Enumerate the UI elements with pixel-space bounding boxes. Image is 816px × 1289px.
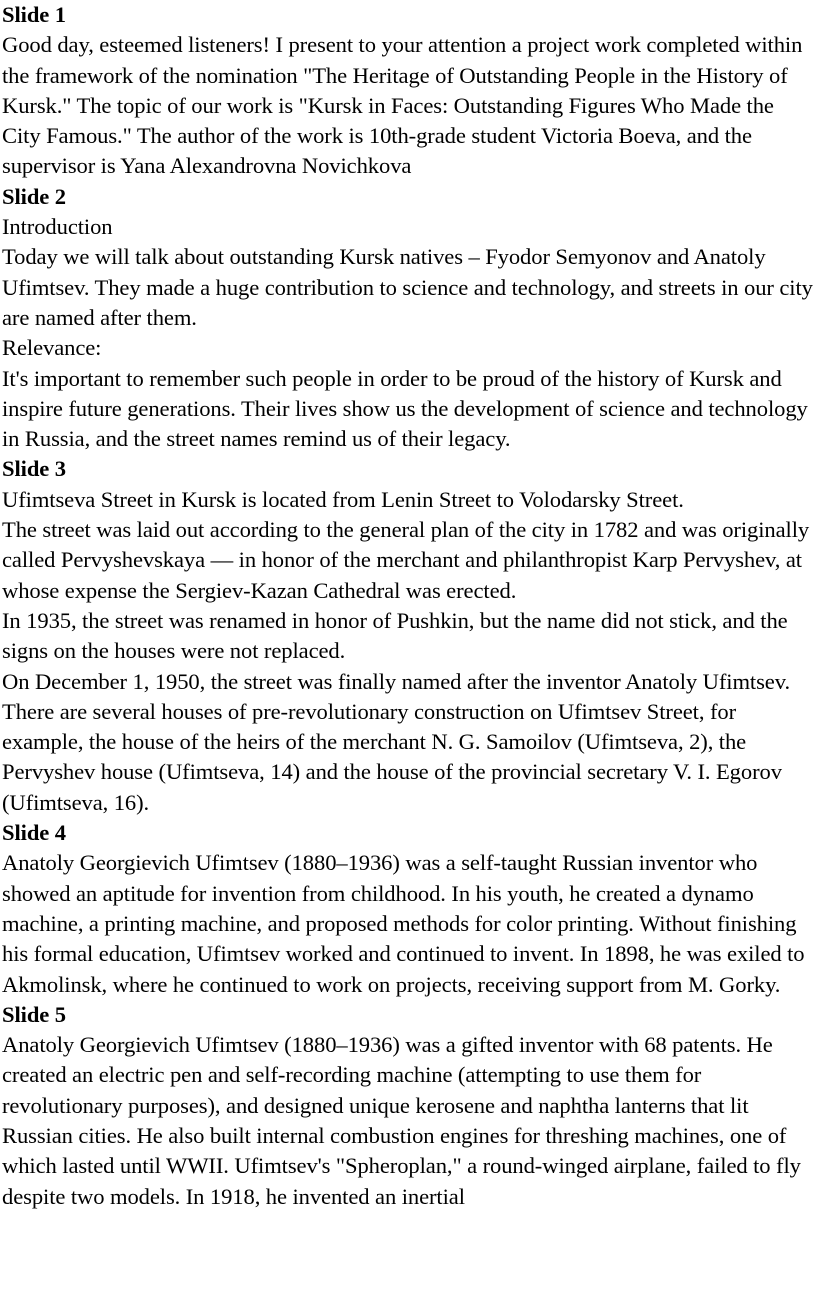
slide-2-introduction-label: Introduction — [2, 214, 113, 240]
slide-1-section — [2, 0, 816, 182]
slide-1-heading: Slide 1 — [2, 2, 66, 27]
slide-3-heading: Slide 3 — [2, 456, 66, 482]
slide-2-paragraph-1: Today we will talk about outstanding Kursk natives – Fyodor Semyonov and Anatoly Ufimtsev. They made a huge contribution to science and technology, and streets in our city are named after them. — [2, 244, 813, 330]
slide-3-paragraph-3: In 1935, the street was renamed in honor of Pushkin, but the name did not stick, and the signs on the houses were not replaced. — [2, 607, 788, 664]
slide-4-section — [2, 818, 816, 1000]
slide-2-heading: Slide 2 — [2, 183, 66, 209]
slide-4-paragraph-1: Anatoly Georgievich Ufimtsev (1880–1936) was a self-taught Russian inventor who showed an aptitude for invention from childhood. In his youth, he created a dynamo machine, a printing machine, and proposed methods for color printing. Without finishing his formal education, Ufimtsev worked and continued to invent. In 1898, he was exiled to Akmolinsk, where he continued to work on projects, receiving support from M. Gorky. — [2, 850, 805, 997]
slide-4-heading: Slide 4 — [2, 820, 66, 846]
slide-5-section — [2, 1000, 816, 1212]
slide-2-relevance-label: Relevance: — [2, 335, 102, 361]
slide-5-heading: Slide 5 — [2, 1001, 66, 1027]
slide-2-section — [2, 182, 816, 455]
slide-3-paragraph-5: There are several houses of pre-revolutionary construction on Ufimtsev Street, for example, the house of the heirs of the merchant N. G. Samoilov (Ufimtseva, 2), the Pervyshev house (Ufimtseva, 14) and the house of the provincial secretary V. I. Egorov (Ufimtseva, 16). — [2, 698, 782, 815]
slide-1-paragraph-1: Good day, esteemed listeners! I present to your attention a project work completed within the framework of the nomination "The Heritage of Outstanding People in the History of Kursk." The topic of our work is "Kursk in Faces: Outstanding Figures Who Made the City Famous." The author of the work is 10th-grade student Victoria Boeva, and the supervisor is Yana Alexandrovna Novichkova — [2, 32, 803, 179]
slide-3-paragraph-2: The street was laid out according to the general plan of the city in 1782 and was originally called Pervyshevskaya — in honor of the merchant and philanthropist Karp Pervyshev, at whose expense the Sergiev-Kazan Cathedral was erected. — [2, 517, 810, 603]
slide-3-section — [2, 454, 816, 818]
slide-3-paragraph-4: On December 1, 1950, the street was finally named after the inventor Anatoly Ufimtsev. — [2, 668, 791, 694]
slide-3-paragraph-1: Ufimtseva Street in Kursk is located from Lenin Street to Volodarsky Street. — [2, 486, 684, 512]
slide-5-paragraph-1: Anatoly Georgievich Ufimtsev (1880–1936) was a gifted inventor with 68 patents. He created an electric pen and self-recording machine (attempting to use them for revolutionary purposes), and designed unique kerosene and naphtha lanterns that lit Russian cities. He also built internal combustion engines for threshing machines, one of which lasted until WWII. Ufimtsev's "Spheroplan," a round-winged airplane, failed to fly despite two models. In 1918, he invented an inertial — [2, 1032, 801, 1209]
slide-2-paragraph-2: It's important to remember such people in order to be proud of the history of Kursk and inspire future generations. Their lives show us the development of science and technology in Russia, and the street names remind us of their legacy. — [2, 365, 808, 452]
